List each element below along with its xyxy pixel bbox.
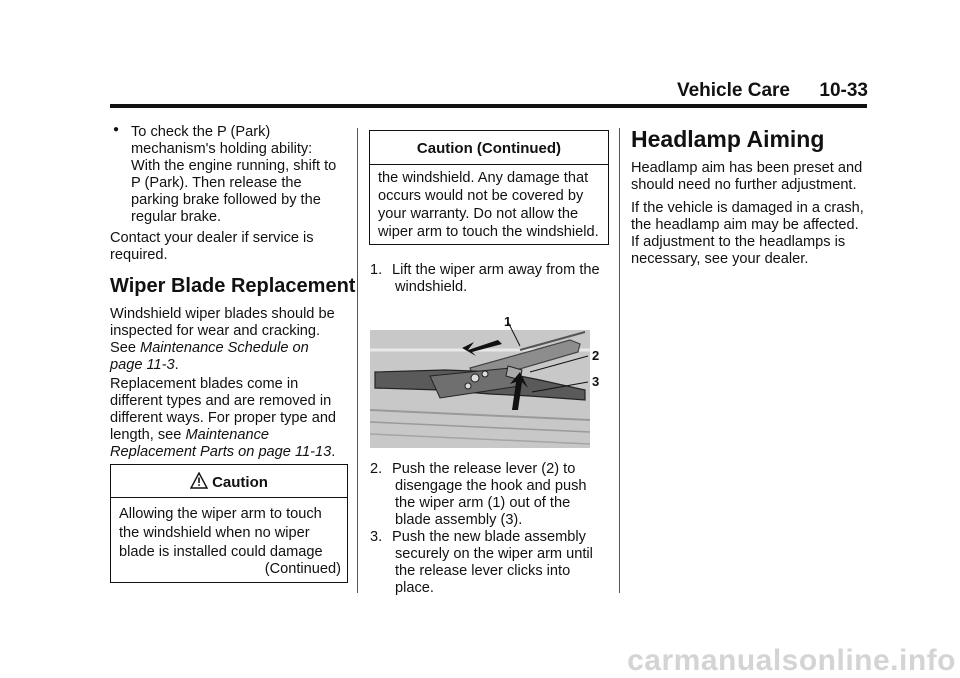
bullet-icon: ● xyxy=(113,124,120,135)
watermark: carmanualsonline.info xyxy=(627,644,956,677)
caution-continued: (Continued) xyxy=(264,561,341,577)
caution-text: Allowing the wiper arm to touch the windshield when no wiper blade is installed could damage xyxy=(119,506,323,560)
caution-continued-box xyxy=(369,130,609,245)
caution-box xyxy=(110,464,348,583)
headlamp-paragraph-2: If the vehicle is damaged in a crash, the headlamp aim may be affected. If adjustment to the headlamps is necessary, see your dealer. xyxy=(631,200,864,267)
page-number: 10-33 xyxy=(819,80,868,101)
caution-continued-text: the windshield. Any damage that occurs would not be covered by your warranty. Do not allow the wiper arm to touch the windshield. xyxy=(378,170,599,240)
contact-dealer-paragraph: Contact your dealer if service is required. xyxy=(110,230,314,263)
step-2-text: Push the release lever (2) to disengage the hook and push the wiper arm (1) out of the blade assembly (3). xyxy=(392,461,587,528)
section-title: Vehicle Care xyxy=(676,80,790,101)
maintenance-schedule-link[interactable]: Maintenance Schedule on xyxy=(140,340,309,356)
wiper-illustration xyxy=(370,310,610,450)
headlamp-aiming-heading: Headlamp Aiming xyxy=(631,126,825,152)
caution-header xyxy=(111,472,347,492)
bullet-paragraph: To check the P (Park) mechanism's holding ability: With the engine running, shift to P (Park). Then release the parking brake followed by the regular brake. xyxy=(131,124,337,225)
callout-2: 2 xyxy=(592,348,600,363)
replacement-parts-link[interactable]: Maintenance xyxy=(185,427,270,443)
step-2-number: 2. xyxy=(370,461,383,477)
replacement-parts-page-link[interactable]: Replacement Parts on page 11-13 xyxy=(110,444,332,460)
callout-1: 1 xyxy=(504,314,512,329)
caution-title: Caution xyxy=(212,474,268,491)
headlamp-paragraph-1: Headlamp aim has been preset and should need no further adjustment. xyxy=(631,160,863,193)
wiper-blade-heading: Wiper Blade Replacement xyxy=(110,275,356,297)
caution-rule xyxy=(111,497,347,498)
step-3-number: 3. xyxy=(370,529,383,545)
column-divider-2 xyxy=(619,128,620,593)
caution-continued-title: Caution (Continued) xyxy=(416,140,562,157)
wiper-paragraph-1: Windshield wiper blades should be inspected for wear and cracking. See Maintenance Schedule on page 11-3. xyxy=(110,306,335,373)
callout-3: 3 xyxy=(592,374,600,389)
header-rule xyxy=(110,104,867,108)
caution-icon xyxy=(190,472,208,489)
maintenance-schedule-page-link[interactable]: page 11-3 xyxy=(110,357,175,373)
wiper-paragraph-2: Replacement blades come in different types and are removed in different ways. For proper type and length, see Maintenance Replacement Parts on page 11-13. xyxy=(110,376,337,460)
step-1-number: 1. xyxy=(370,262,383,278)
step-3-text: Push the new blade assembly securely on the wiper arm until the release lever clicks into place. xyxy=(392,529,593,596)
step-1-text: Lift the wiper arm away from the windshield. xyxy=(392,262,600,295)
column-divider-1 xyxy=(357,128,358,593)
caution-continued-rule xyxy=(370,164,608,165)
